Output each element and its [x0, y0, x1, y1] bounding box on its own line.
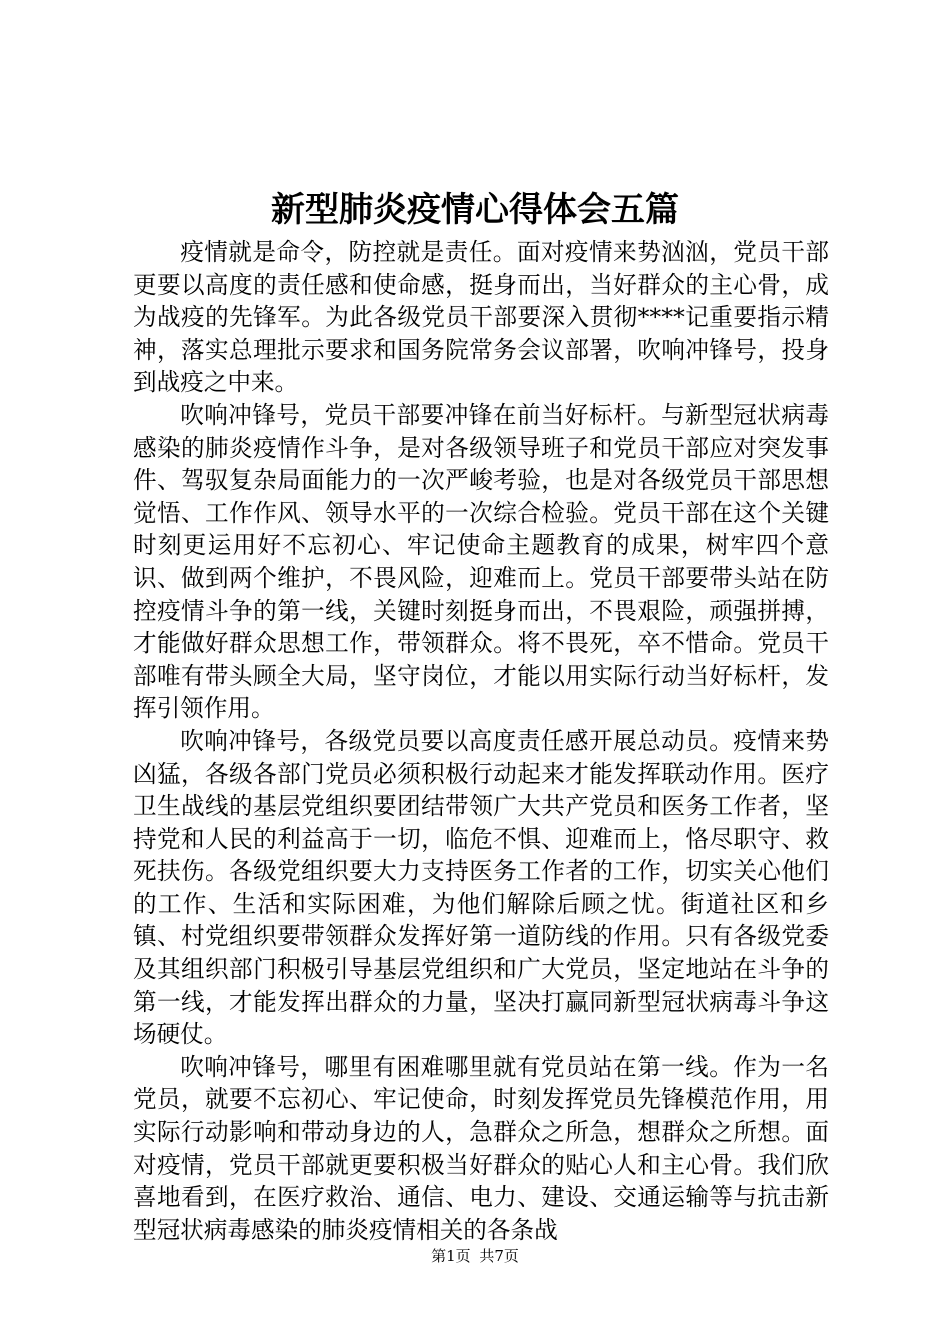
- document-title: 新型肺炎疫情心得体会五篇: [271, 190, 679, 230]
- document-body: [133, 236, 829, 1246]
- paragraph-1: 疫情就是命令，防控就是责任。面对疫情来势汹汹，党员干部更要以高度的责任感和使命感，挺身而出，当好群众的主心骨，成为战疫的先锋军。为此各级党员干部要深入贯彻****记重要指示精神，落实总理批示要求和国务院常务会议部署，吹响冲锋号，投身到战疫之中来。: [133, 238, 829, 397]
- page-number: 第1页: [431, 1247, 471, 1265]
- page-total: 共7页: [479, 1247, 519, 1265]
- paragraph-4: 吹响冲锋号，哪里有困难哪里就有党员站在第一线。作为一名党员，就要不忘初心、牢记使命，时刻发挥党员先锋模范作用，用实际行动影响和带动身边的人，急群众之所急，想群众之所想。面对疫情，党员干部就更要积极当好群众的贴心人和主心骨。我们欣喜地看到，在医疗救治、通信、电力、建设、交通运输等与抗击新型冠状病毒感染的肺炎疫情相关的各条战: [133, 1052, 829, 1244]
- paragraph-3: 吹响冲锋号，各级党员要以高度责任感开展总动员。疫情来势凶猛，各级各部门党员必须积极行动起来才能发挥联动作用。医疗卫生战线的基层党组织要团结带领广大共产党员和医务工作者，坚持党和人民的利益高于一切，临危不惧、迎难而上，恪尽职守、救死扶伤。各级党组织要大力支持医务工作者的工作，切实关心他们的工作、生活和实际困难，为他们解除后顾之忧。街道社区和乡镇、村党组织要带领群众发挥好第一道防线的作用。只有各级党委及其组织部门积极引导基层党组织和广大党员，坚定地站在斗争的第一线，才能发挥出群众的力量，坚决打赢同新型冠状病毒斗争这场硬仗。: [133, 726, 829, 1049]
- page-footer: [0, 1246, 950, 1266]
- paragraph-2: 吹响冲锋号，党员干部要冲锋在前当好标杆。与新型冠状病毒感染的肺炎疫情作斗争，是对各级领导班子和党员干部应对突发事件、驾驭复杂局面能力的一次严峻考验，也是对各级党员干部思想觉悟、工作作风、领导水平的一次综合检验。党员干部在这个关键时刻更运用好不忘初心、牢记使命主题教育的成果，树牢四个意识、做到两个维护，不畏风险，迎难而上。党员干部要带头站在防控疫情斗争的第一线，关键时刻挺身而出，不畏艰险，顽强拼搏，才能做好群众思想工作，带领群众。将不畏死，卒不惜命。党员干部唯有带头顾全大局，坚守岗位，才能以用实际行动当好标杆，发挥引领作用。: [133, 400, 829, 723]
